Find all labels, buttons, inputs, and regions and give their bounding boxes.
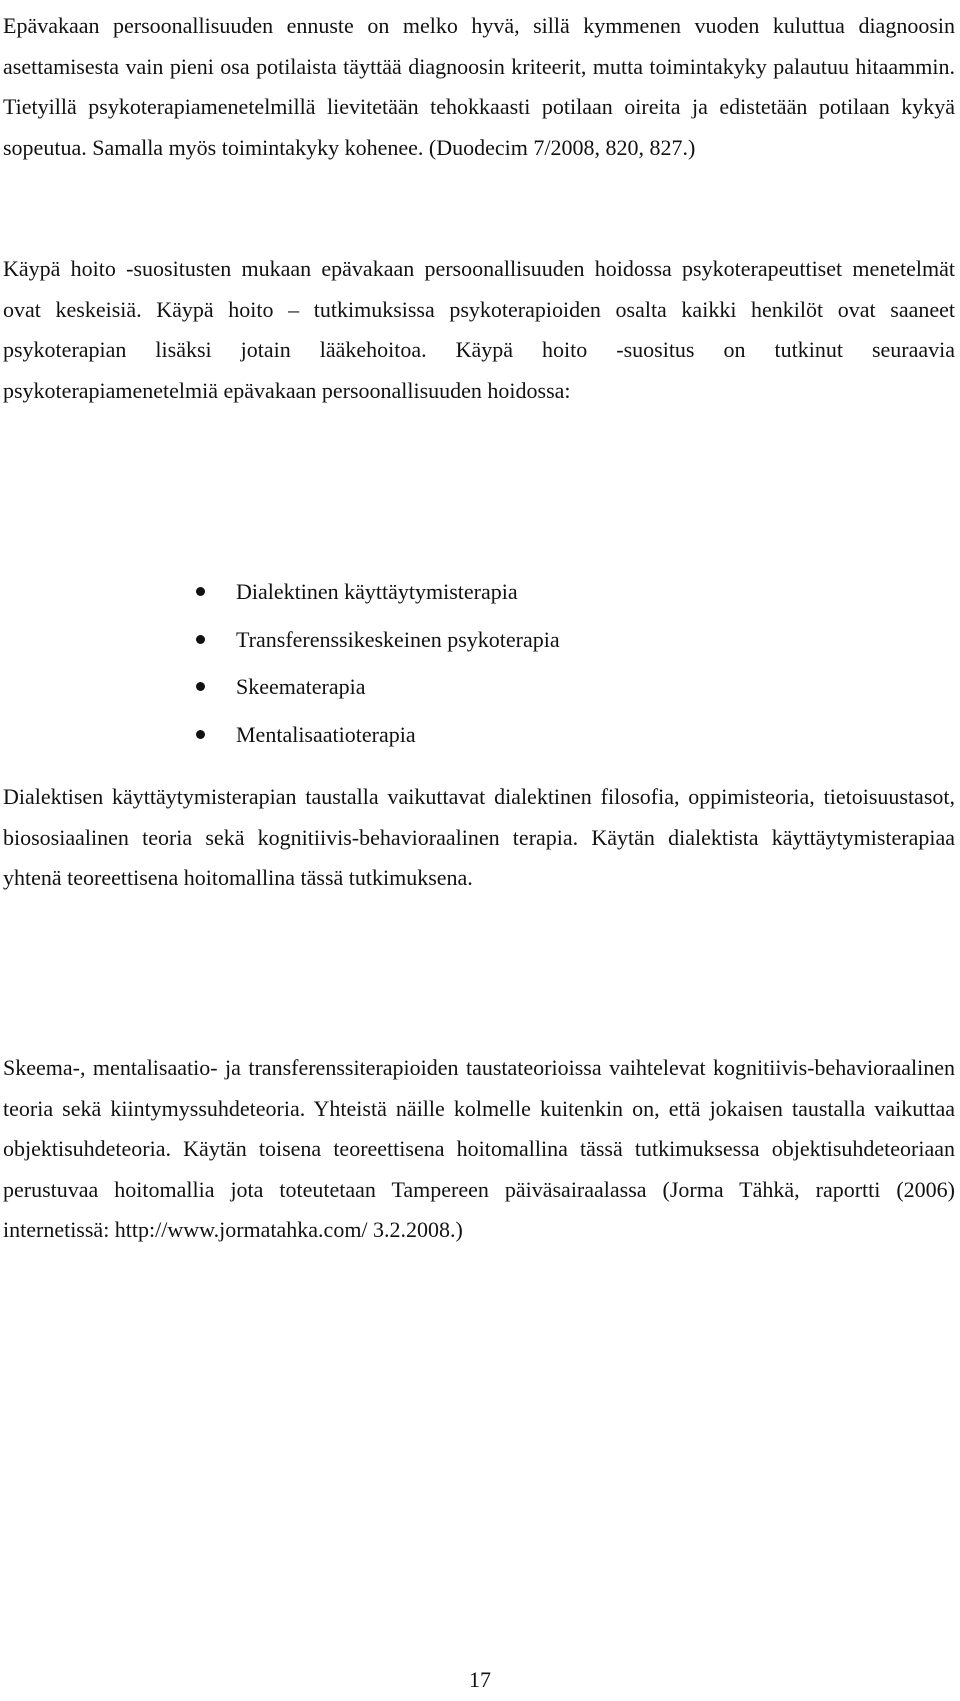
bullet-icon: [196, 635, 205, 644]
bullet-icon: [196, 587, 205, 596]
paragraph-kaypa-hoito: Käypä hoito -suositusten mukaan epävakaan persoonallisuuden hoidossa psykoterapeuttiset menetelmät ovat keskeisiä. Käypä hoito – tutkimuksissa psykoterapioiden osalta kaikki henkilöt ovat saaneet psykoterapian lisäksi jotain lääkehoitoa. Käypä hoito -suositus on tutkinut seuraavia psykoterapiamenetelmiä epävakaan persoonallisuuden hoidossa:: [3, 256, 955, 403]
therapy-label: Transferenssikeskeinen psykoterapia: [236, 626, 560, 652]
list-item: [196, 711, 560, 759]
therapy-label: Mentalisaatioterapia: [236, 721, 416, 747]
therapy-list: [196, 568, 560, 758]
paragraph-dialectical: Dialektisen käyttäytymisterapian taustalla vaikuttavat dialektinen filosofia, oppimisteoria, tietoisuustasot, biososiaalinen teoria sekä kognitiivis-behavioraalinen terapia. Käytän dialektista käyttäytymisterapiaa yhtenä teoreettisena hoitomallina tässä tutkimuksena.: [3, 784, 955, 890]
list-item: [196, 568, 560, 616]
therapy-label: Skeematerapia: [236, 674, 366, 699]
list-item: [196, 663, 560, 711]
paragraph-theories: Skeema-, mentalisaatio- ja transferenssiterapioiden taustateorioissa vaihtelevat kognitiivis-behavioraalinen teoria sekä kiintymyssuhdeteoria. Yhteistä näille kolmelle kuitenkin on, että jokaisen taustalla vaikuttaa objektisuhdeteoria. Käytän toisena teoreettisena hoitomallina tässä tutkimuksessa objektisuhdeteoriaan perustuvaa hoitomallia jota toteutetaan Tampereen päiväsairaalassa (Jorma Tähkä, raportti (2006) internetissä: http://www.jormatahka.com/ 3.2.2008.): [3, 1055, 955, 1242]
bullet-icon: [196, 682, 205, 691]
list-item: [196, 616, 560, 664]
page-number: 17: [469, 1667, 491, 1692]
therapy-label: Dialektinen käyttäytymisterapia: [236, 579, 518, 604]
bullet-icon: [196, 730, 205, 739]
paragraph-prognosis: Epävakaan persoonallisuuden ennuste on melko hyvä, sillä kymmenen vuoden kuluttua diagnoosin asettamisesta vain pieni osa potilaista täyttää diagnoosin kriteerit, mutta toimintakyky palautuu hitaammin. Tietyillä psykoterapiamenetelmillä lievitetään tehokkaasti potilaan oireita ja edistetään potilaan kykyä sopeutua. Samalla myös toimintakyky kohenee. (Duodecim 7/2008, 820, 827.): [3, 13, 955, 160]
